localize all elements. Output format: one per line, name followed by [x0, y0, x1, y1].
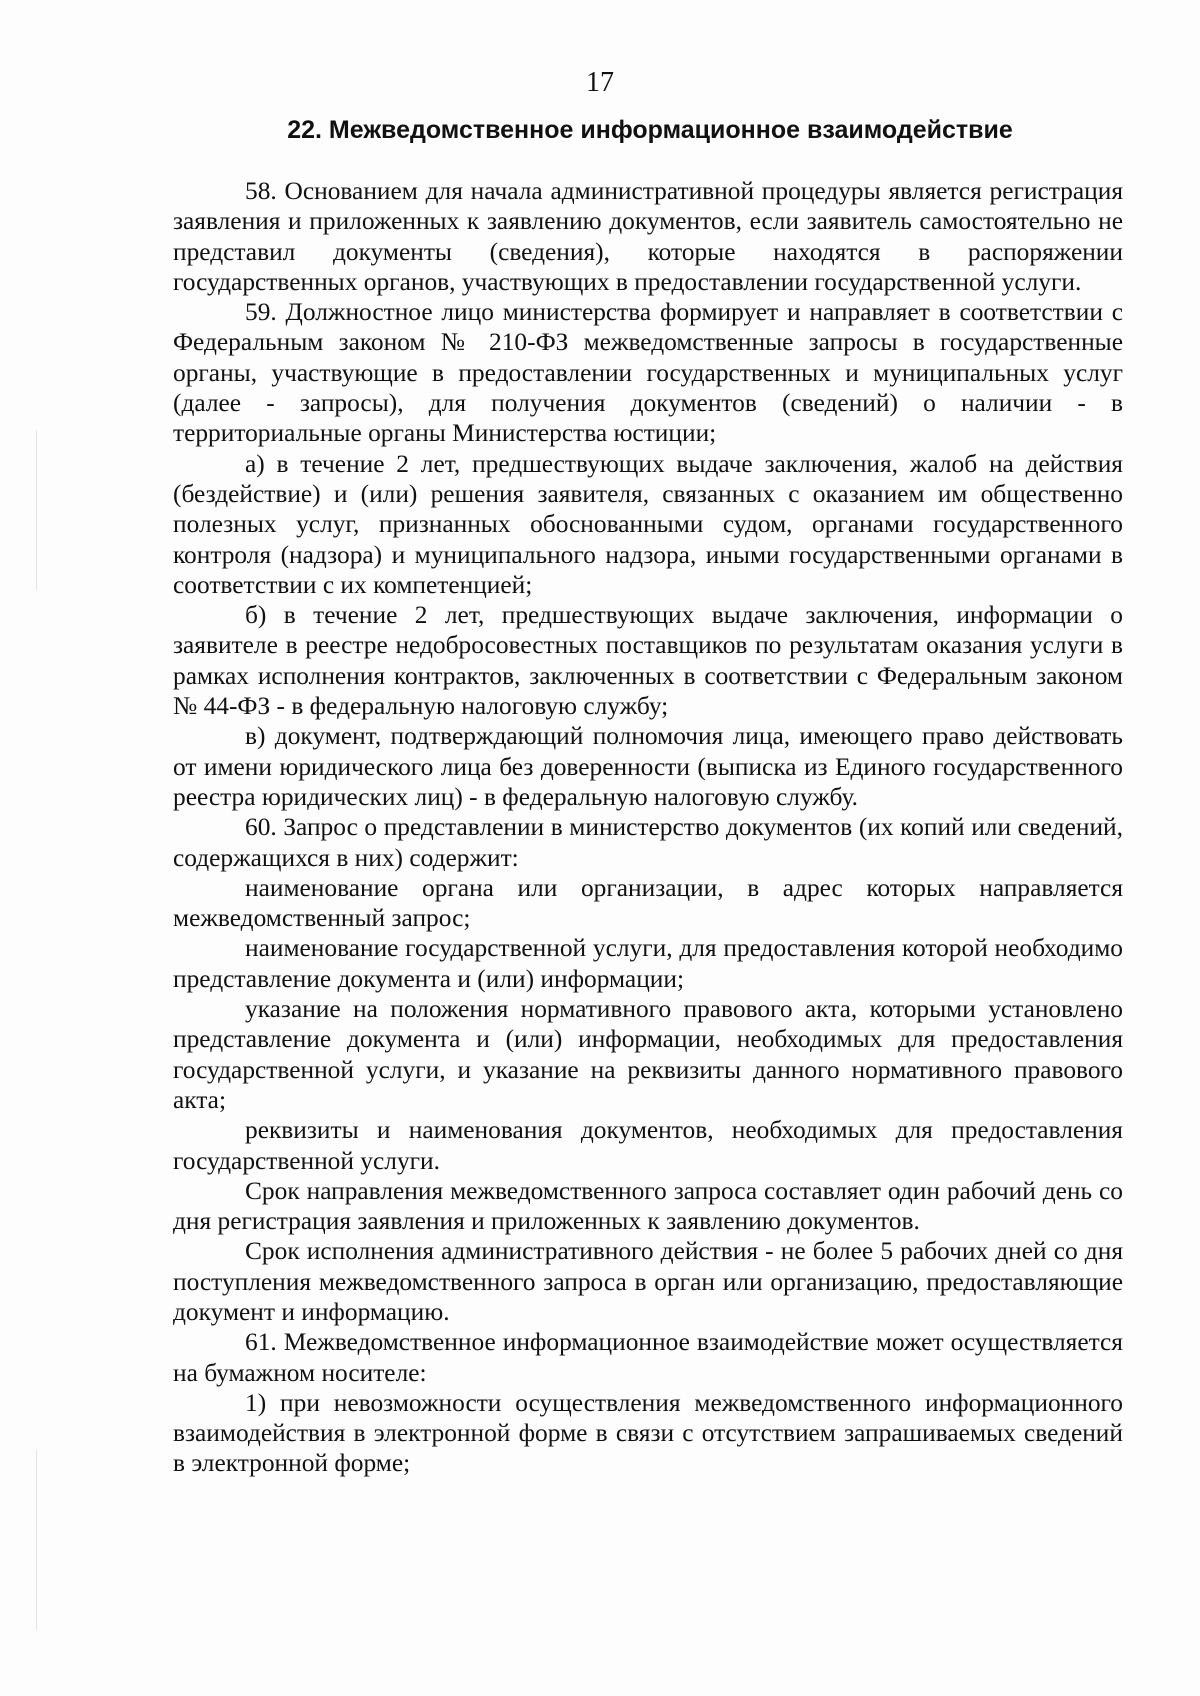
paragraph-59-b: б) в течение 2 лет, предшествующих выдаче заключения, информации о заявителе в реестре недобросовестных поставщиков по результатам оказания услуги в рамках исполнения контрактов, заключенных в соответствии с Федеральным законом № 44-ФЗ - в федеральную налоговую службу;: [173, 601, 1123, 721]
paragraph-59: 59. Должностное лицо министерства формирует и направляет в соответствии с Федеральным законом № 210-ФЗ межведомственные запросы в государственные органы, участвующие в предоставлении государственных и муниципальных услуг (далее - запросы), для получения документов (сведений) о наличии - в территориальные органы Министерства юстиции;: [173, 298, 1123, 448]
paragraph-60-item-2: наименование государственной услуги, для предоставления которой необходимо представление документа и (или) информации;: [173, 934, 1123, 993]
paragraph-execution-deadline: Срок исполнения административного действия - не более 5 рабочих дней со дня поступления межведомственного запроса в орган или организацию, предоставляющие документ и информацию.: [173, 1237, 1123, 1326]
scan-edge-mark: [36, 430, 37, 590]
page-number: 17: [586, 67, 614, 98]
section-title: 22. Межведомственное информационное взаимодействие: [287, 116, 1013, 144]
scan-edge-mark: [36, 1450, 37, 1630]
paragraph-60-item-4: реквизиты и наименования документов, необходимых для предоставления государственной услуги.: [173, 1116, 1123, 1175]
paragraph-58: 58. Основанием для начала административной процедуры является регистрация заявления и приложенных к заявлению документов, если заявитель самостоятельно не представил документы (сведения), которые находятся в распоряжении государственных органов, участвующих в предоставлении государственной услуги.: [173, 177, 1123, 296]
paragraph-59-a: а) в течение 2 лет, предшествующих выдаче заключения, жалоб на действия (бездействие) и (или) решения заявителя, связанных с оказанием им общественно полезных услуг, признанных обоснованными судом, органами государственного контроля (надзора) и муниципального надзора, иными государственными органами в соответствии с их компетенцией;: [173, 449, 1123, 599]
document-body: [173, 176, 1123, 1479]
paragraph-60-item-1: наименование органа или организации, в адрес которых направляется межведомственный запрос;: [173, 873, 1123, 933]
paragraph-61: 61. Межведомственное информационное взаимодействие может осуществляется на бумажном носителе:: [173, 1328, 1123, 1387]
paragraph-59-v: в) документ, подтверждающий полномочия лица, имеющего право действовать от имени юридического лица без доверенности (выписка из Единого государственного реестра юридических лиц) - в федеральную налоговую службу.: [173, 722, 1123, 811]
paragraph-60-item-3: указание на положения нормативного правового акта, которыми установлено представление документа и (или) информации, необходимых для предоставления государственной услуги, и указание на реквизиты данного нормативного правового акта;: [173, 995, 1123, 1114]
paragraph-request-deadline: Срок направления межведомственного запроса составляет один рабочий день со дня регистрация заявления и приложенных к заявлению документов.: [173, 1176, 1123, 1236]
paragraph-60: 60. Запрос о представлении в министерство документов (их копий или сведений, содержащихся в них) содержит:: [173, 813, 1123, 872]
paragraph-61-item-1: 1) при невозможности осуществления межведомственного информационного взаимодействия в электронной форме в связи с отсутствием запрашиваемых сведений в электронной форме;: [173, 1388, 1123, 1478]
